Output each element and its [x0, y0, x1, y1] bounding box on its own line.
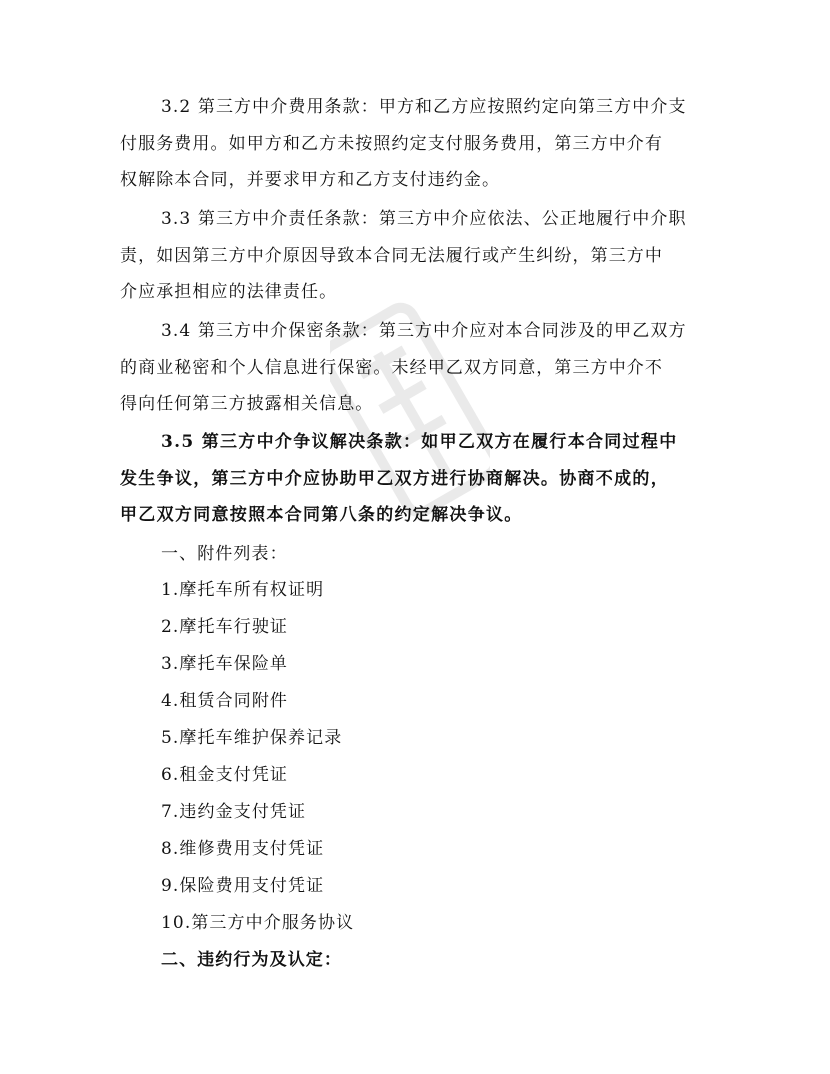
clause-3-4-line-2: 的商业秘密和个人信息进行保密。未经甲乙双方同意，第三方中介不 [120, 357, 663, 378]
clause-3-4-line-1: 3.4 第三方中介保密条款：第三方中介应对本合同涉及的甲乙双方 [161, 321, 687, 341]
attachment-item: 1.摩托车所有权证明 [161, 580, 325, 600]
clause-3-3-line-2: 责，如因第三方中介原因导致本合同无法履行或产生纠纷，第三方中 [120, 245, 663, 266]
clause-3-2-line-1: 3.2 第三方中介费用条款：甲方和乙方应按照约定向第三方中介支 [161, 97, 687, 117]
clause-3-5-line-1: 3.5 第三方中介争议解决条款：如甲乙双方在履行本合同过程中 [161, 432, 678, 452]
attachments-heading: 一、附件列表： [161, 544, 288, 564]
attachment-item: 2.摩托车行驶证 [161, 617, 289, 637]
attachment-item: 10.第三方中介服务协议 [161, 913, 355, 933]
clause-3-2-line-3: 权解除本合同，并要求甲方和乙方支付违约金。 [120, 170, 501, 190]
clause-3-2 [120, 89, 712, 199]
attachment-item: 6.租金支付凭证 [161, 765, 289, 785]
clause-3-2-line-2: 付服务费用。如甲方和乙方未按照约定支付服务费用，第三方中介有 [120, 133, 663, 154]
clause-3-3 [120, 201, 712, 311]
clause-3-4-line-3: 得向任何第三方披露相关信息。 [120, 394, 374, 414]
clause-3-5 [120, 424, 712, 534]
attachment-item: 9.保险费用支付凭证 [161, 876, 325, 896]
clause-3-3-line-1: 3.3 第三方中介责任条款：第三方中介应依法、公正地履行中介职 [161, 209, 687, 229]
clause-3-4 [120, 313, 712, 423]
breach-heading: 二、违约行为及认定： [161, 950, 342, 970]
attachment-item: 8.维修费用支付凭证 [161, 839, 325, 859]
attachment-item: 5.摩托车维护保养记录 [161, 728, 343, 748]
clause-3-3-line-3: 介应承担相应的法律责任。 [120, 282, 338, 302]
clause-3-5-line-3: 甲乙双方同意按照本合同第八条的约定解决争议。 [120, 505, 523, 525]
clause-3-5-line-2: 发生争议，第三方中介应协助甲乙双方进行协商解决。协商不成的， [120, 468, 669, 489]
attachment-item: 3.摩托车保险单 [161, 654, 289, 674]
attachment-item: 7.违约金支付凭证 [161, 802, 307, 822]
attachment-item: 4.租赁合同附件 [161, 691, 289, 711]
